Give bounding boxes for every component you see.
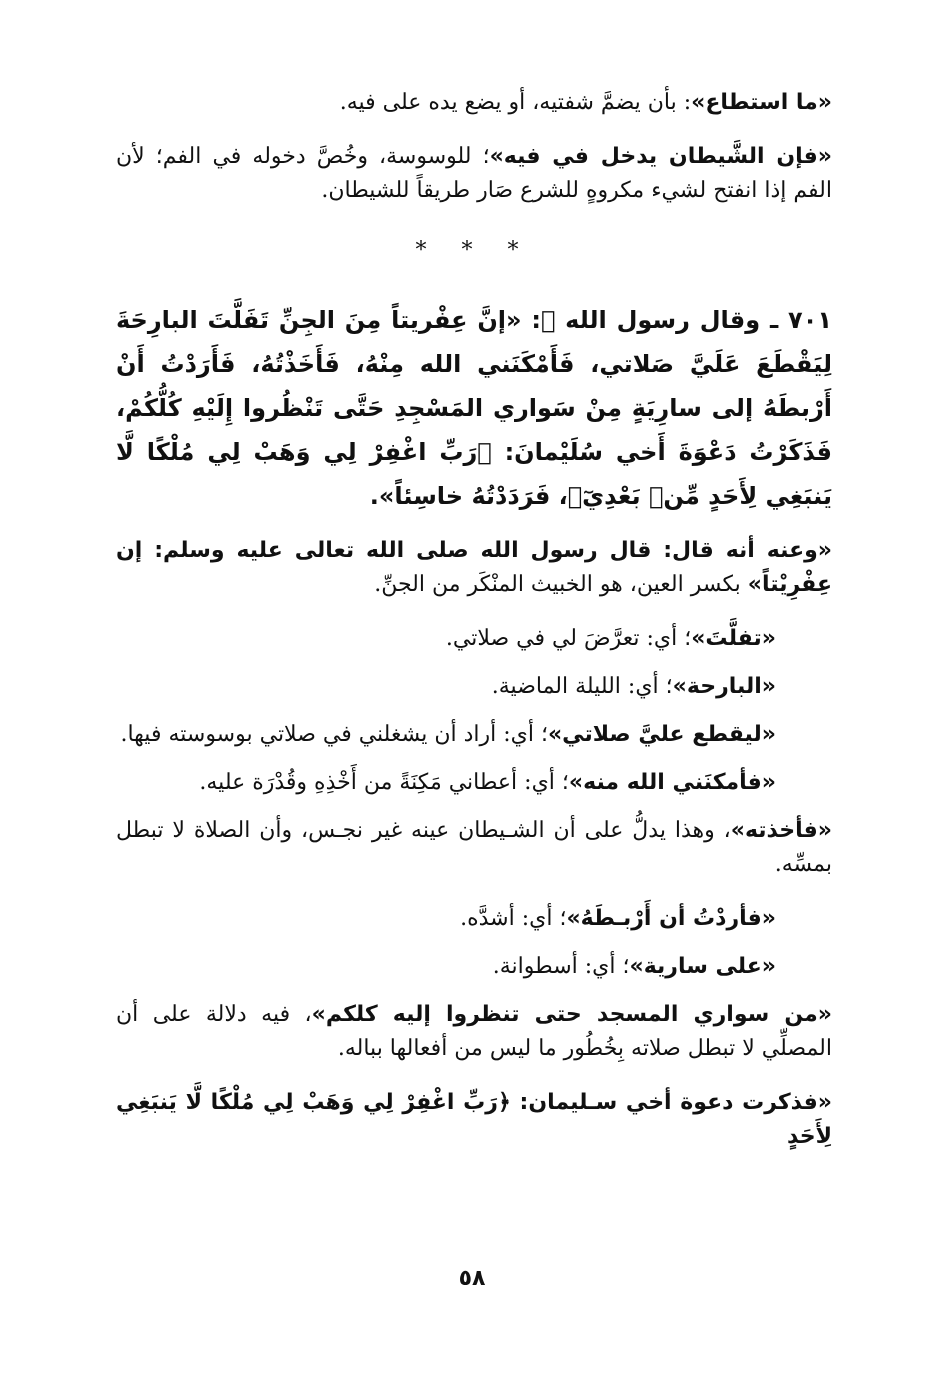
term: «ما استطاع» [691,90,832,115]
term: «فذكرت دعوة أخي سـليمان: ﴿رَبِّ اغْفِرْ لِي وَهَبْ لِي مُلْكًا لَّا يَنبَغِي لِأَحَدٍ [116,1090,832,1149]
commentary-item [116,670,832,704]
term: «ليقطع عليَّ صلاتي» [547,722,776,747]
commentary-item [116,998,832,1066]
term: «تفلَّتَ» [691,626,776,651]
term: «البارحة» [672,674,776,699]
commentary-item [116,902,832,936]
commentary-item [116,622,832,656]
gloss: ؛ أي: أعطاني مَكِنَةً من أَخْذِهِ وقُدْرَة عليه. [199,770,569,795]
gloss: ؛ أي: أشدَّه. [460,906,567,931]
hadith-text [116,298,832,518]
commentary-item [116,718,832,752]
gloss: ، وهذا يدلُّ على أن الشـيطان عينه غير نجـس، وأن الصلاة لا تبطل بمسِّه. [116,818,832,877]
commentary-item [116,1086,832,1154]
gloss: ؛ أي: الليلة الماضية. [491,674,673,699]
gloss: : بأن يضمَّ شفتيه، أو يضع يده على فيه. [339,90,692,115]
term: «فإن الشَّيطان يدخل في فيه» [489,144,832,169]
page-number: ٥٨ [458,1266,486,1291]
commentary-item [116,950,832,984]
term: «وعنه أنه قال: قال رسول الله صلى الله تعالى عليه وسلم: إن عِفْرِيْتاً» [116,538,832,597]
commentary [116,534,832,1154]
hadith-number: ٧٠١ ـ [770,306,832,334]
note-line-1 [116,86,832,120]
section-separator: * * * [415,238,533,263]
gloss: ؛ أي: أسطوانة. [492,954,630,979]
gloss: ؛ أي: تعرَّضَ لي في صلاتي. [445,626,692,651]
term: «فأمكنَني الله منه» [568,770,776,795]
term: «فأخذته» [730,818,832,843]
note-line-2 [116,140,832,208]
gloss: ؛ للوسوسة، وخُصَّ دخوله في الفم؛ لأن الفم إذا انفتح لشيء مكروهٍ للشرع صَار طريقاً للشيطان. [116,144,832,203]
gloss: ، فيه دلالة على أن المصلِّي لا تبطل صلاته بِخُطُور ما ليس من أفعالها بباله. [116,1002,832,1061]
term: «فأردْتُ أن أَرْبـطَهُ» [566,906,776,931]
gloss: بكسر العين، هو الخبيث المنْكَر من الجنِّ. [374,572,748,597]
term: «من سواري المسجد حتى تنظروا إليه كلكم» [311,1002,832,1027]
commentary-item [116,766,832,800]
gloss: ؛ أي: أراد أن يشغلني في صلاتي بوسوسته فيها. [120,722,548,747]
commentary-item [116,534,832,602]
commentary-item [116,814,832,882]
term: «على سارية» [629,954,776,979]
hadith-body: وقال رسول الله ﷺ: «إنَّ عِفْريتاً مِنَ الجِنِّ تَفَلَّتَ البارِحَةَ لِيَقْطَعَ عَلَيَّ صَلاتي، فَأَمْكَنَني الله مِنْهُ، فَأَخَذْتُهُ، فَأَرَدْتُ أَنْ أَرْبطَهُ إلى سارِيَةٍ مِنْ سَواري المَسْجِدِ حَتَّى تَنْظُروا إِلَيْهِ كُلُّكُمْ، فَذَكَرْتُ دَعْوَةَ أَخي سُلَيْمانَ: ﴿رَبِّ اغْفِرْ لِي وَهَبْ لِي مُلْكًا لَّا يَنبَغِي لِأَحَدٍ مِّنۢ بَعْدِيٓ﴾، فَرَدَدْتُهُ خاسِئاً». [116,306,832,510]
